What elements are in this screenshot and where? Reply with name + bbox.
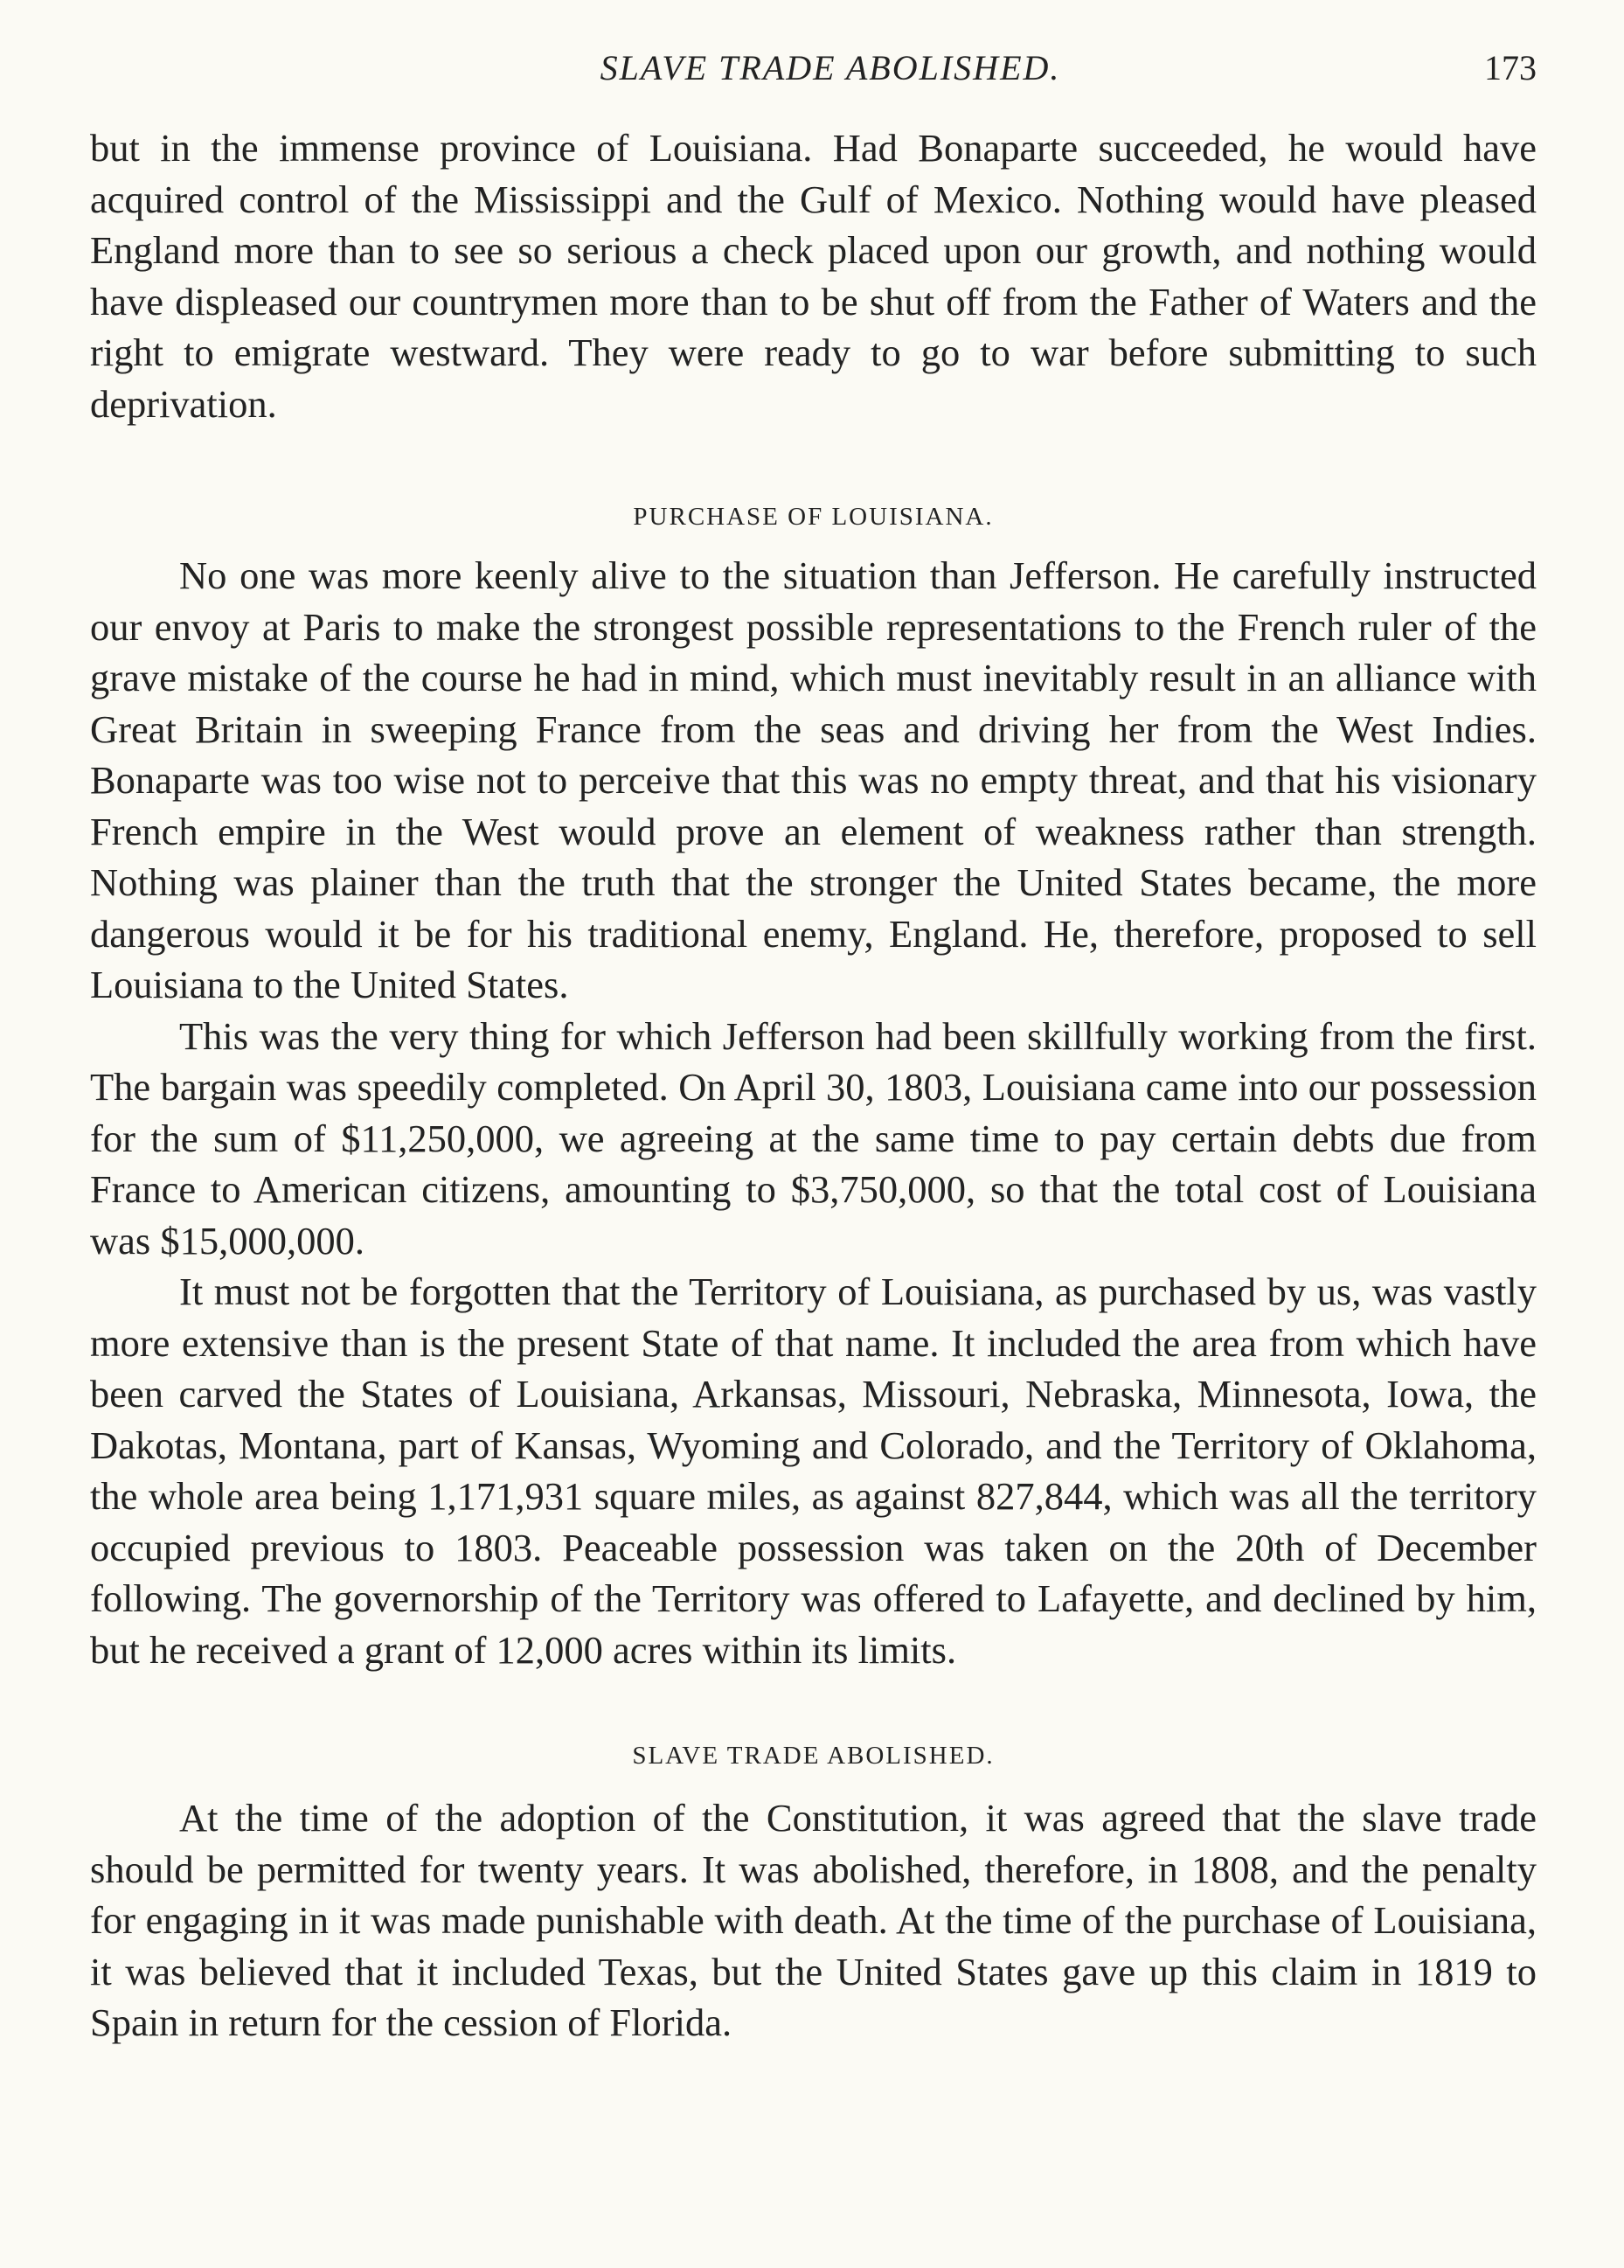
- opening-paragraph: but in the immense province of Louisiana. Had Bonaparte succeeded, he would have acquired control of the Mississippi and the Gulf of Mexico. Nothing would have pleased England more than to see so serious a check placed upon our growth, and nothing would have displeased our countrymen more than to be shut off from the Father of Waters and the right to emigrate westward. They were ready to go to war before submitting to such deprivation.: [90, 126, 1537, 426]
- page-number: 173: [1484, 48, 1537, 87]
- section-heading-slave-trade-abolished: SLAVE TRADE ABOLISHED.: [632, 1742, 995, 1770]
- body-text: [90, 122, 1537, 2049]
- section-heading-purchase-of-louisiana: PURCHASE OF LOUISIANA.: [633, 503, 994, 531]
- running-head: [0, 42, 1624, 94]
- paragraph: This was the very thing for which Jefferson had been skillfully working from the first. The bargain was speedily completed. On April 30, 1803, Louisiana came into our possession for the sum of $11,250,000, we agreeing at the same time to pay certain debts due from France to American citizens, amounting to $3,750,000, so that the total cost of Louisiana was $15,000,000.: [90, 1013, 1537, 1263]
- running-title: SLAVE TRADE ABOLISHED.: [600, 48, 1061, 87]
- paragraph: It must not be forgotten that the Territory of Louisiana, as purchased by us, was vastly more extensive than is the present State of that name. It included the area from which have been carved the States of Louisiana, Arkansas, Missouri, Nebraska, Minnesota, Iowa, the Dakotas, Montana, part of Kansas, Wyoming and Colorado, and the Territory of Oklahoma, the whole area being 1,171,931 square miles, as against 827,844, which was all the territory occupied previous to 1803. Peaceable possession was taken on the 20th of December following. The governorship of the Territory was offered to Lafayette, and declined by him, but he received a grant of 12,000 acres within its limits.: [90, 1270, 1537, 1672]
- paragraph: At the time of the adoption of the Constitution, it was agreed that the slave trade should be permitted for twenty years. It was abolished, therefore, in 1808, and the penalty for engaging in it was made punishable with death. At the time of the purchase of Louisiana, it was believed that it included Texas, but the United States gave up this claim in 1819 to Spain in return for the cession of Florida.: [90, 1796, 1537, 2044]
- paragraph: No one was more keenly alive to the situation than Jefferson. He carefully instructed our envoy at Paris to make the strongest possible representations to the French ruler of the grave mistake of the course he had in mind, which must inevitably result in an alliance with Great Britain in sweeping France from the seas and driving her from the West Indies. Bonaparte was too wise not to perceive that this was no empty threat, and that his visionary French empire in the West would prove an element of weakness rather than strength. Nothing was plainer than the truth that the stronger the United States became, the more dangerous would it be for his traditional enemy, England. He, therefore, proposed to sell Louisiana to the United States.: [90, 553, 1537, 1006]
